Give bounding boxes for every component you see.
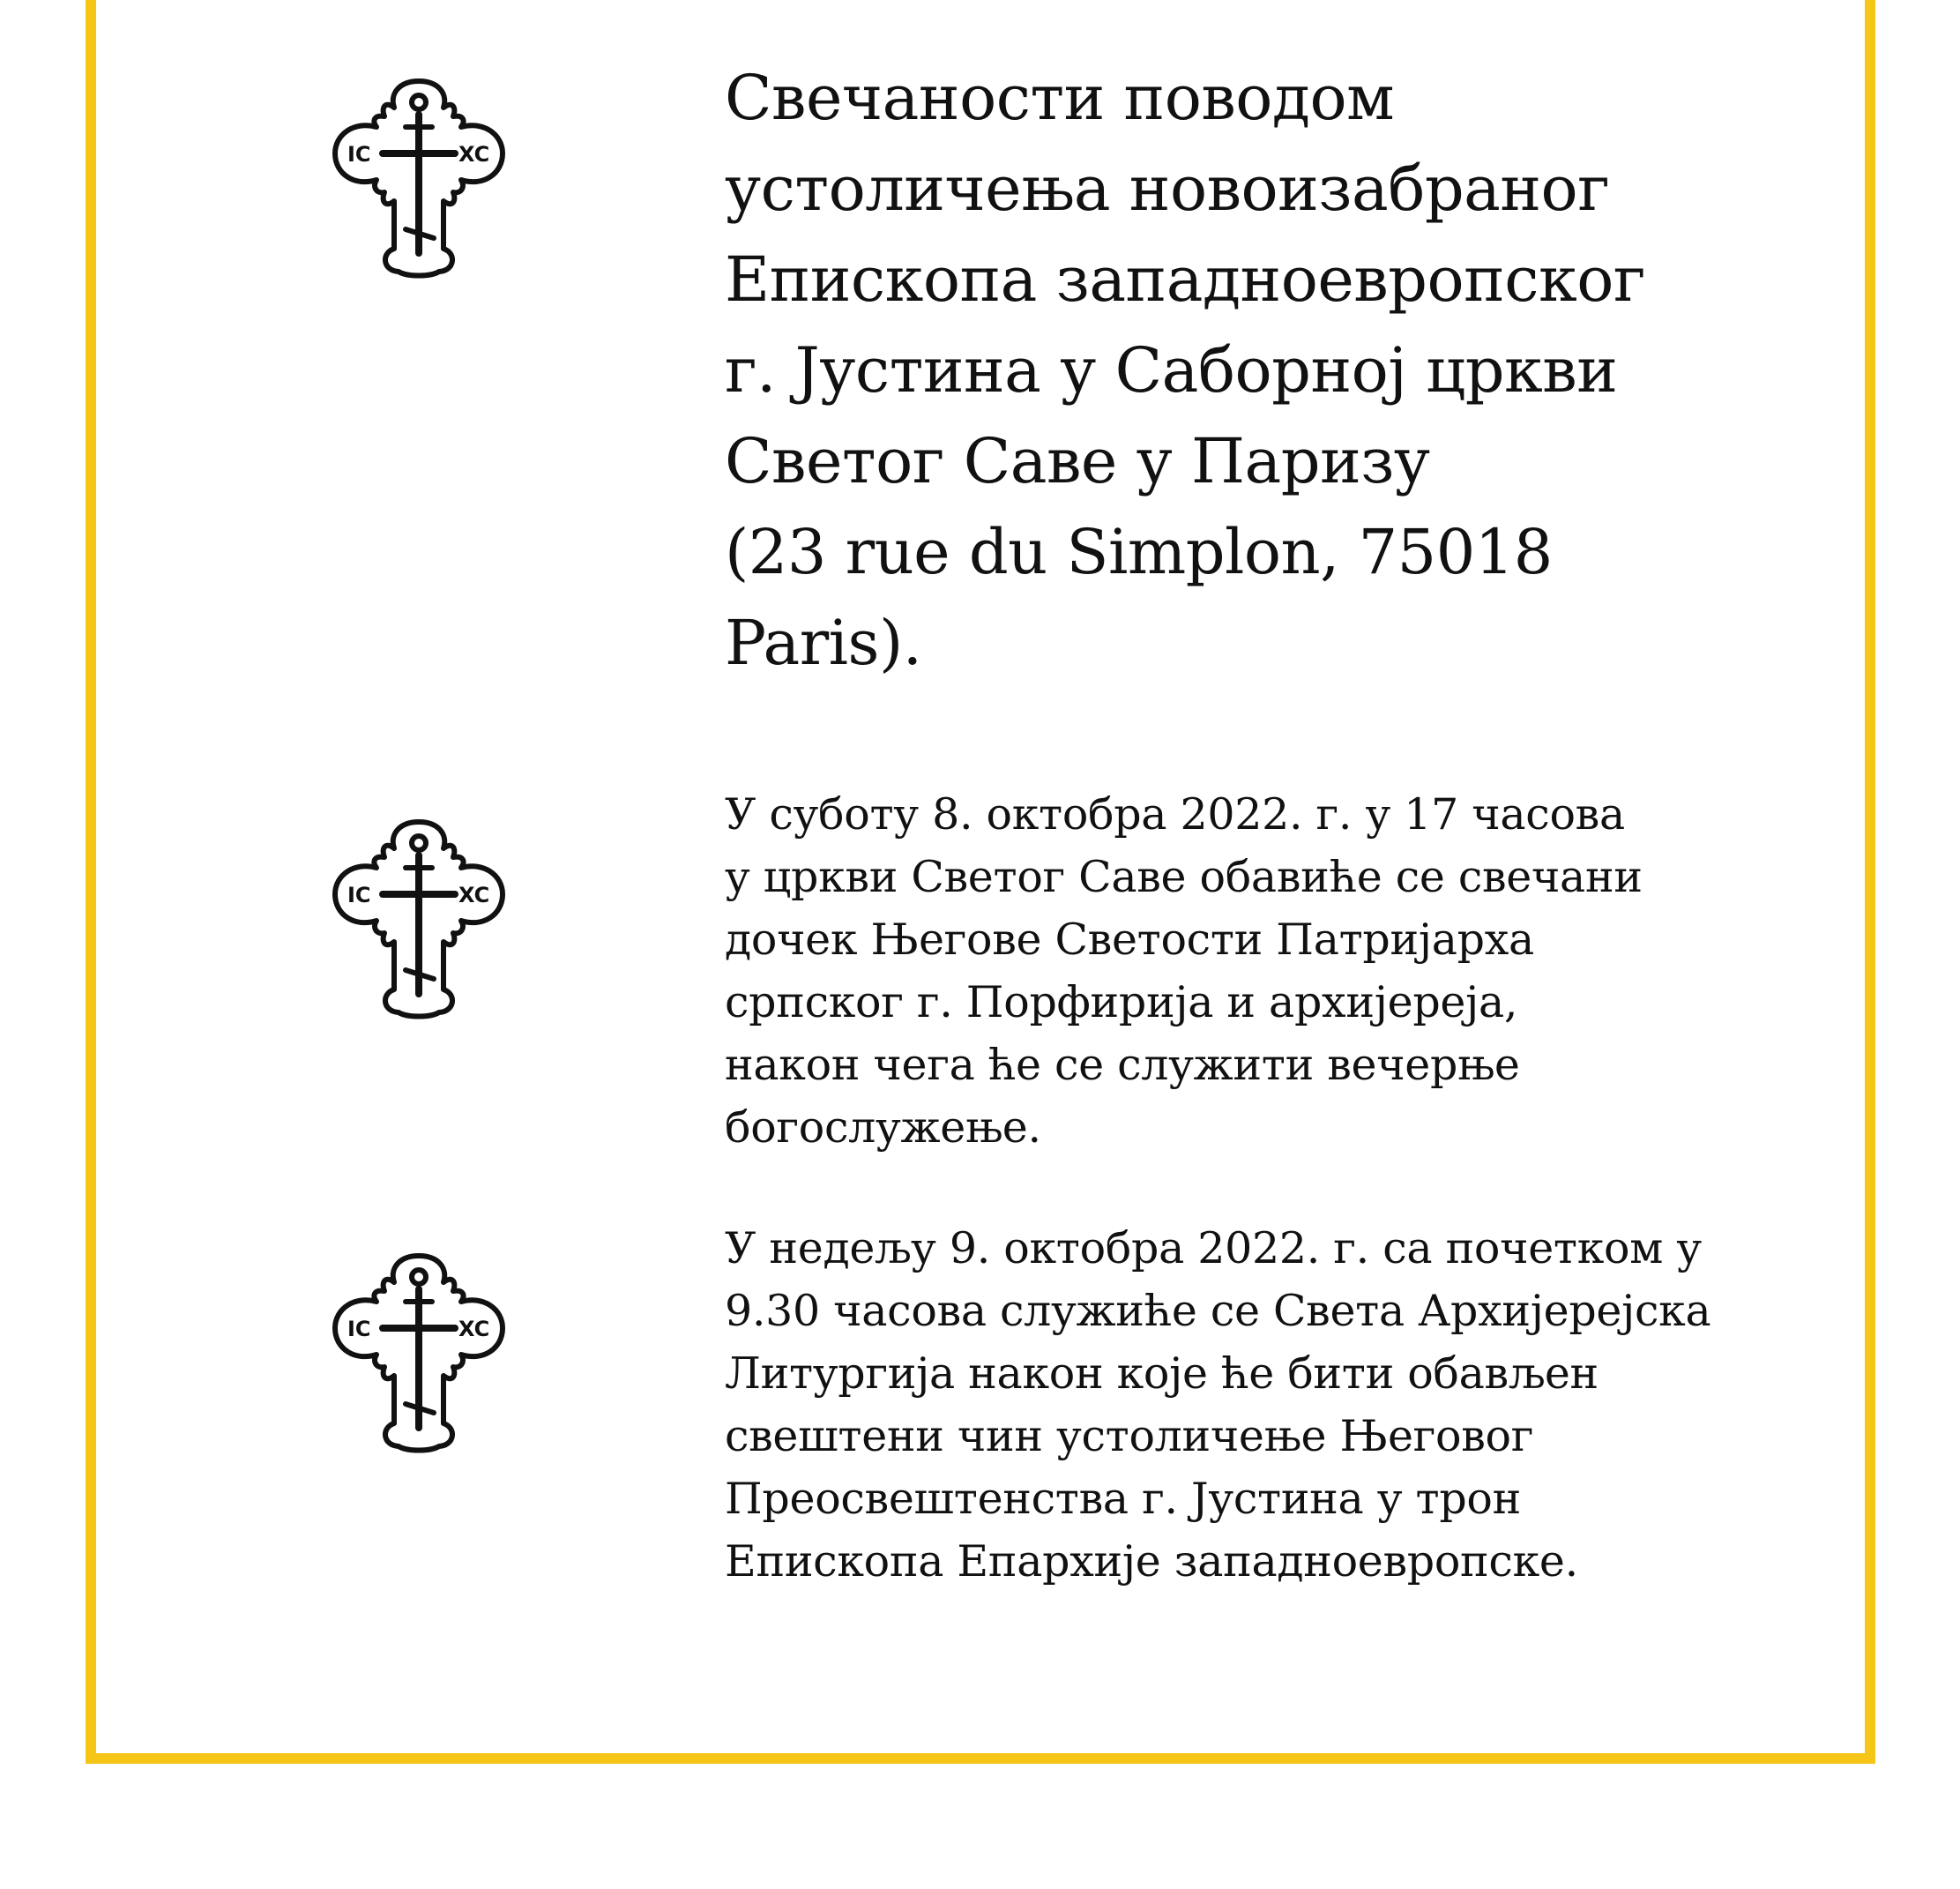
svg-text:IC: IC	[347, 142, 371, 167]
announcement-title: Свечаности поводом устоличења новоизабраног Епископа западноевропског г. Јустина у Саборној цркви Светог Саве у Паризу (23 rue du Simplon, 75018 Paris).	[725, 62, 1646, 679]
orthodox-cross-icon	[328, 72, 510, 280]
svg-text:IC: IC	[347, 883, 371, 907]
sunday-schedule-paragraph: У недељу 9. октобра 2022. г. са почетком у 9.30 часова служиће се Света Архијерејска Литургија након које ће бити обављен свештени чин устоличење Његовог Преосвештенства г. Јустина у трон Епископа Епархије западноевропске.	[725, 1223, 1711, 1587]
saturday-schedule-paragraph: У суботу 8. октобра 2022. г. у 17 часова у цркви Светог Саве обавиће се свечани дочек Његове Светости Патријарха српског г. Порфирија и архијереја, након чега ће се служити вечерње богослужење.	[725, 789, 1643, 1153]
orthodox-cross-icon	[328, 813, 510, 1021]
svg-text:XC: XC	[458, 142, 490, 167]
svg-text:XC: XC	[458, 1317, 490, 1341]
orthodox-cross-icon	[328, 1247, 510, 1455]
svg-text:IC: IC	[347, 1317, 371, 1341]
svg-text:XC: XC	[458, 883, 490, 907]
